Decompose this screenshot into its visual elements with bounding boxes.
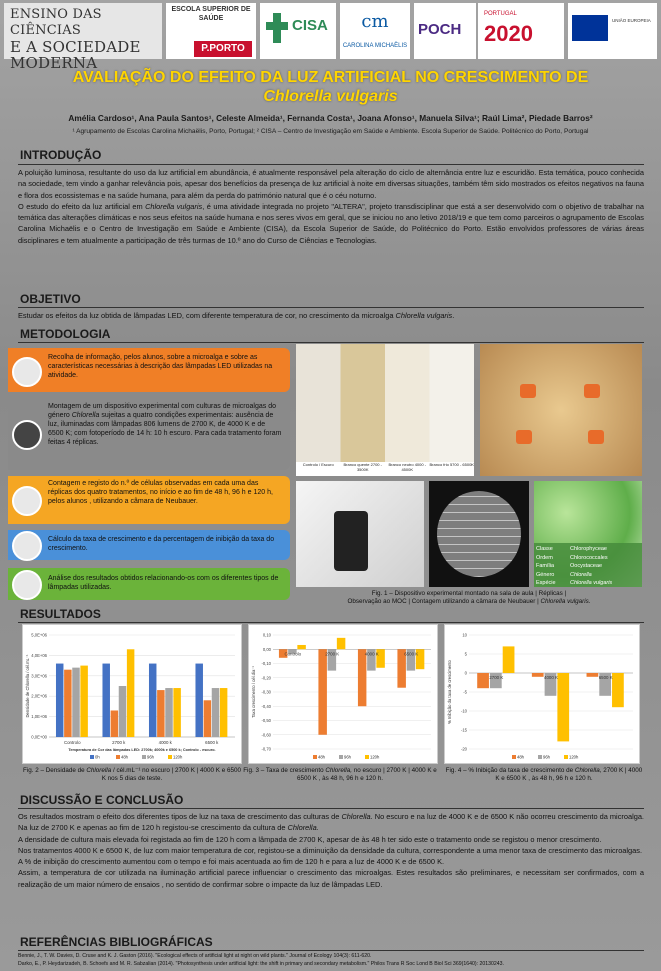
y-tick-label: 5 bbox=[464, 651, 467, 657]
logo-subtext: CAROLINA MICHAËLIS bbox=[342, 43, 408, 49]
caption-line: Fig. 1 – Dispositivo experimental montado na sala de aula | Réplicas | bbox=[371, 590, 567, 597]
text-span: Os resultados mostram o efeito dos diferentes tipos de luz na taxa de crescimento das culturas de bbox=[18, 812, 342, 821]
reference-item: Bennie, J., T. W. Davies, D. Cruse and K. J. Gaston (2016). "Ecological effects of artificial light at night on wild plants." Journal of Ecology 104(3): 611-620. bbox=[18, 953, 372, 959]
y-tick-label: 0 bbox=[464, 670, 467, 676]
text-span: / cél.mL⁻¹ no escuro | 2700 K | 4000 K e 6500 K nos 5 dias de teste. bbox=[101, 767, 242, 782]
taxonomy-rank: Classe bbox=[536, 546, 553, 552]
taxonomy-rank: Ordem bbox=[536, 554, 553, 561]
divider bbox=[18, 307, 644, 308]
taxonomy-row bbox=[536, 545, 640, 554]
fig2-caption bbox=[22, 767, 242, 783]
logo-text: cm bbox=[361, 11, 389, 32]
y-tick-label: 0,10 bbox=[262, 632, 271, 638]
title-line: AVALIAÇÃO DO EFEITO DA LUZ ARTIFICIAL NO CRESCIMENTO DE bbox=[72, 69, 589, 86]
legend-label: 96h bbox=[147, 754, 154, 760]
legend-swatch bbox=[512, 755, 516, 759]
bar bbox=[557, 673, 569, 741]
legend-swatch bbox=[339, 755, 343, 759]
logo-portugal-2020 bbox=[478, 3, 564, 59]
intro-paragraph: A poluição luminosa, resultante do uso da luz artificial em abundância, é atualmente responsável pela alteração do ciclo de alternância entre luz e escuridão. Esta temática, pouco conhecida na sociedade, tem vindo a ganhar relevância pois, apesar dos benefícios da presença de luz artificial à noite em diversas situações, também têm sido mostrados os efeitos negativos na fauna e flora dos ecossistemas e na saúde humana, para além da perda do património natural que é o céu noturno. bbox=[18, 168, 644, 200]
legend-label: 48h bbox=[517, 754, 524, 760]
section-title-resultados: RESULTADOS bbox=[20, 607, 101, 621]
references-list bbox=[18, 952, 644, 968]
flask-icon bbox=[520, 384, 536, 398]
taxonomy-rank: Família bbox=[536, 563, 555, 569]
bar bbox=[477, 673, 489, 688]
text-span: 2700 K | 4000 K e 6500 K , às 48 h, 96 h e 120 h. bbox=[495, 767, 643, 782]
logo-carolina-michaelis bbox=[340, 3, 410, 59]
x-tick-label: 4000 k bbox=[158, 740, 172, 745]
bar bbox=[297, 645, 305, 649]
x-tick-label: 6500 K bbox=[404, 651, 419, 657]
lamp-labels bbox=[296, 462, 474, 476]
method-step-2 bbox=[8, 398, 290, 470]
bar bbox=[165, 688, 172, 737]
discussao-text bbox=[18, 811, 644, 890]
logo-text: POCH bbox=[418, 21, 462, 38]
taxonomy-row bbox=[536, 579, 640, 588]
intro-paragraph bbox=[18, 201, 644, 246]
divider bbox=[18, 622, 644, 623]
affiliation: ¹ Agrupamento de Escolas Carolina Michaëlis, Porto, Portugal; ² CISA – Centro de Investigação em Saúde e Ambiente. Escola Superior de Saúde. Politécnico do Porto, Portugal bbox=[72, 128, 589, 135]
species-name: Chlorella vulgaris bbox=[395, 311, 453, 320]
taxonomy-rank: Espécie bbox=[536, 580, 556, 586]
legend-label: 120h bbox=[569, 754, 579, 760]
fig1-caption bbox=[296, 590, 642, 606]
species-name: Chlorella. bbox=[287, 823, 319, 833]
text-span: Montagem de um dispositivo experimental com culturas de microalgas do género bbox=[48, 403, 276, 419]
intro-text bbox=[18, 167, 644, 246]
microscope-icon bbox=[12, 486, 42, 516]
logo-badge: P.PORTO bbox=[194, 41, 252, 57]
y-tick-label: -20 bbox=[460, 746, 467, 752]
text-span: , é uma atividade integrada no projeto "ALTERA", projeto transdisciplinar que está a ser desenvolvido com o objetivo de trabalhar na temática das alterações climáticas e nos seus efeitos na saúde humana e nos seres vivos em geral, que se iniciou no ano letivo 2018/19 e que tem como parceiros o agrupamento de Escolas Carolina Michaëlis e o Centro de Investigação em Saúde e Ambiente (CISA), da Escola Superior de Saúde, do Politécnico do Porto. Estão envolvidos professores de várias áreas disciplinares e tem atualmente a participação de três turmas de 10.º ano do Curso de Ciências e Tecnologias. bbox=[18, 201, 645, 245]
y-tick-label: 1,0E+06 bbox=[31, 714, 47, 720]
cisa-cross-icon bbox=[266, 13, 288, 43]
divider bbox=[18, 342, 644, 343]
y-tick-label: -0,70 bbox=[261, 746, 271, 752]
bar bbox=[337, 638, 345, 649]
discussao-paragraph: A % de inibição do crescimento aumentou com o tempo e foi mais acentuada ao fim de 120 h e para a luz de 4000 K e de 6500 K. bbox=[18, 857, 445, 867]
legend-label: 48h bbox=[121, 754, 128, 760]
y-tick-label: -10 bbox=[460, 708, 467, 714]
lamp-label: Branco frio 5700 - 6500K bbox=[429, 462, 474, 467]
counting-grid bbox=[437, 491, 521, 577]
legend-label: 48h bbox=[318, 754, 325, 760]
bar bbox=[119, 686, 126, 737]
chart-svg bbox=[445, 625, 639, 763]
title-species: Chlorella vulgaris bbox=[263, 88, 398, 105]
logo-text: E A SOCIEDADE MODERNA bbox=[10, 38, 141, 72]
bar bbox=[195, 664, 202, 737]
text-span: sujeitas a quatro condições experimentais: ausência de luz, iluminadas com lâmpadas 806 lumens de 2700 K, de 4000 K e de 6500 K; com fotoperíodo de 14 h: 10 h escuro. Para cada tratamento foram feitas 4 réplicas. bbox=[48, 412, 282, 446]
bar bbox=[102, 664, 109, 737]
y-tick-label: 2,0E+06 bbox=[31, 693, 47, 699]
section-title-objetivo: OBJETIVO bbox=[20, 292, 81, 306]
caption-line bbox=[296, 598, 642, 606]
method-step-text: Análise dos resultados obtidos relacionando-os com os diferentes tipos de lâmpadas utilizadas. bbox=[48, 575, 279, 591]
text-span: . bbox=[452, 311, 455, 320]
photo-lamp-setup bbox=[296, 344, 474, 476]
bar bbox=[318, 649, 326, 735]
y-tick-label: -0,10 bbox=[261, 661, 271, 666]
microscope-icon bbox=[334, 511, 368, 571]
x-tick-label: 4000 K bbox=[544, 675, 558, 680]
divider bbox=[18, 808, 644, 809]
logo-uniao-europeia bbox=[568, 3, 657, 59]
text-span: no escuro | 2700 K | 4000 K e 6500 K , às 48 h, 96 h e 120 h. bbox=[296, 767, 437, 782]
bar bbox=[56, 664, 63, 737]
magnifier-icon bbox=[12, 357, 42, 387]
reference-item: Darko, E., P. Heydarizadeh, B. Schoefs and M. R. Sabzalian (2014). "Photosynthesis under artificial light: the shift in primary and secondary metabolism." Philos Trans R Soc Lond B Biol Sci 369(1640): 20130243. bbox=[18, 961, 504, 967]
method-step-4 bbox=[8, 530, 290, 560]
photo-microscope bbox=[296, 481, 424, 587]
y-tick-label: 0,00 bbox=[262, 646, 271, 652]
legend-label: 96h bbox=[344, 754, 351, 760]
bar bbox=[80, 666, 87, 737]
taxonomy-value: Chlorococcales bbox=[570, 554, 608, 561]
chart-density bbox=[22, 624, 242, 764]
y-axis-label: % Inibição da taxa de crescimento bbox=[447, 660, 452, 724]
fig4-caption bbox=[444, 767, 644, 783]
legend-swatch bbox=[168, 755, 172, 759]
taxonomy-rank: Género bbox=[536, 571, 555, 578]
flask-icon bbox=[588, 430, 604, 444]
bar bbox=[220, 688, 227, 737]
bar bbox=[157, 690, 164, 737]
bulbs-icon bbox=[12, 420, 42, 450]
calculator-icon bbox=[12, 531, 42, 561]
species-name: Chlorella, bbox=[325, 767, 352, 774]
method-step-text: Contagem e registo do n.º de células observadas em cada uma das réplicas dos quatro tratamentos, no início e ao fim de 48 h, 96 h e 120 h, pelos alunos , utilizando a câmara de Neubauer. bbox=[48, 480, 273, 505]
text-span: O estudo do efeito da luz artificial em bbox=[18, 201, 146, 211]
bar bbox=[111, 710, 118, 737]
chart-growth-rate bbox=[248, 624, 438, 764]
legend-label: 120h bbox=[370, 754, 380, 760]
legend-label: 120h bbox=[173, 754, 183, 760]
y-tick-label: 4,0E+06 bbox=[31, 652, 47, 658]
species-name: Chlorella bbox=[86, 767, 112, 774]
legend-swatch bbox=[365, 755, 369, 759]
fig3-caption bbox=[240, 767, 440, 783]
section-title-metodologia: METODOLOGIA bbox=[20, 327, 111, 341]
bar bbox=[587, 673, 599, 677]
y-tick-label: -0,60 bbox=[261, 732, 271, 738]
logo-text: 2020 bbox=[484, 21, 533, 46]
bar bbox=[532, 673, 544, 677]
y-tick-label: -0,40 bbox=[261, 703, 271, 709]
lamp-label: Branco quente 2700 - 3500K bbox=[343, 462, 382, 472]
species-name: Chlorella vulgaris bbox=[145, 201, 203, 211]
discussao-paragraph: Assim, a temperatura de cor utilizada na iluminação artificial parece influenciar o crescimento das microalgas. Estes resultados são preliminares, e necessitam ser confirmados, com a realização de um maior número de ensaios , no sentido de confirmar sobre o impacte da luz de lâmpadas LED. bbox=[18, 868, 644, 889]
taxonomy-value: Chlorella vulgaris bbox=[570, 580, 613, 586]
authors: Amélia Cardoso¹, Ana Paula Santos¹, Celeste Almeida¹, Fernanda Costa¹, Joana Afonso¹, Manuela Silva¹; Raúl Lima², Piedade Barros² bbox=[68, 113, 593, 123]
logo-text: CISA bbox=[292, 17, 328, 34]
logo-text: ENSINO DAS CIÊNCIAS bbox=[10, 7, 102, 38]
method-step-text: Cálculo da taxa de crescimento e da percentagem de inibição da taxa do crescimento. bbox=[48, 536, 275, 552]
bar bbox=[204, 700, 211, 737]
y-tick-label: 3,0E+06 bbox=[31, 673, 47, 679]
logo-text: UNIÃO EUROPEIA bbox=[612, 18, 651, 23]
logo-ess-pporto bbox=[166, 3, 256, 59]
y-tick-label: -0,20 bbox=[261, 675, 271, 681]
text-span: . bbox=[588, 598, 591, 605]
taxonomy-row bbox=[536, 554, 640, 563]
discussao-paragraph: A densidade de cultura mais elevada foi registada ao fim de 120 h com a lâmpada de 2700 K, apesar de às 48 h ter sido este o tratamento onde se registou o menor crescimento. bbox=[18, 834, 602, 844]
discussao-paragraph bbox=[18, 811, 644, 834]
legend-swatch bbox=[313, 755, 317, 759]
discussao-paragraph: Nos tratamentos 4000 K e 6500 K, de luz com maior temperatura de cor, registou-se a diminuição da densidade da cultura, correspondente a uma menor taxa de crescimento das microalgas. bbox=[18, 845, 643, 855]
method-step-5 bbox=[8, 568, 290, 600]
taxonomy-row bbox=[536, 571, 640, 580]
bar bbox=[72, 668, 79, 737]
x-tick-label: Controlo bbox=[284, 651, 302, 657]
bar bbox=[149, 664, 156, 737]
bar bbox=[64, 670, 71, 737]
x-tick-label: 2700 K bbox=[325, 651, 340, 657]
y-tick-label: 5,0E+06 bbox=[31, 632, 47, 638]
legend-label: 96h bbox=[543, 754, 550, 760]
text-span: No escuro e na luz de 4000 K e de 6500 K não ocorreu crescimento da microalga. Na luz de 2700 K e apenas ao fim de 120 h registou-se crescimento da cultura de bbox=[18, 812, 644, 833]
taxonomy-value: Oocystaceae bbox=[570, 563, 603, 569]
chart-inhibition bbox=[444, 624, 640, 764]
legend-label: 0h bbox=[95, 754, 100, 760]
species-name: Chlorella bbox=[71, 412, 100, 419]
y-axis-label: Taxa crescimento / cél.dia⁻¹ bbox=[251, 666, 256, 718]
taxonomy-value: Chlorophyceae bbox=[570, 546, 607, 552]
taxonomy-table bbox=[534, 543, 642, 587]
x-tick-label: 2700 k bbox=[112, 740, 126, 745]
legend-swatch bbox=[538, 755, 542, 759]
text-span: Fig. 3 – Taxa de crescimento bbox=[243, 767, 326, 774]
x-axis-label: Temperatura de Cor das lâmpadas LED: 2700k; 4000k e 6500 k; Controlo - escuro. bbox=[68, 748, 216, 752]
species-name: Chlorella vulgaris bbox=[540, 598, 589, 605]
text-span: Fig. 4 – % Inibição da taxa de crescimento de bbox=[445, 767, 575, 774]
lamp-label: Controlo / Escuro bbox=[302, 462, 334, 467]
y-tick-label: 0,0E+00 bbox=[31, 734, 47, 740]
species-name: Chlorella, bbox=[574, 767, 602, 774]
bar bbox=[503, 646, 515, 673]
text-span: Observação ao MOC | Contagem utilizando a câmara de Neubauer | bbox=[347, 598, 541, 605]
taxonomy-value: Chlorella bbox=[570, 571, 592, 578]
x-tick-label: 6500 k bbox=[205, 740, 219, 745]
poster-title bbox=[0, 68, 661, 106]
taxonomy-row bbox=[536, 562, 640, 571]
bar bbox=[127, 649, 134, 737]
method-step-text: Recolha de informação, pelos alunos, sobre a microalga e sobre as características necessárias à descrição das lâmpadas LED utilizadas na atividade. bbox=[48, 354, 273, 379]
method-step-3 bbox=[8, 476, 290, 524]
legend-swatch bbox=[142, 755, 146, 759]
bar bbox=[173, 688, 180, 737]
y-tick-label: 10 bbox=[462, 632, 467, 638]
method-step-1 bbox=[8, 348, 290, 392]
bar bbox=[212, 688, 219, 737]
flask-icon bbox=[584, 384, 600, 398]
section-title-intro: INTRODUÇÃO bbox=[20, 148, 102, 162]
bar bbox=[612, 673, 624, 707]
method-step-text bbox=[48, 402, 282, 447]
legend-swatch bbox=[90, 755, 94, 759]
legend-swatch bbox=[116, 755, 120, 759]
y-axis-label: Densidade de Chlorella / cél.mL⁻¹ bbox=[25, 654, 30, 718]
chart-icon bbox=[12, 570, 42, 600]
y-tick-label: -15 bbox=[460, 727, 467, 733]
x-tick-label: 4000 K bbox=[364, 651, 379, 657]
photo-neubauer bbox=[429, 481, 529, 587]
divider bbox=[18, 950, 644, 951]
photo-replicas bbox=[480, 344, 642, 476]
x-tick-label: 6500 K bbox=[598, 675, 613, 680]
y-tick-label: -0,50 bbox=[261, 718, 271, 723]
text-span: Estudar os efeitos da luz obtida de lâmpadas LED, com diferente temperatura de cor, no crescimento da microalga bbox=[18, 311, 396, 320]
legend-swatch bbox=[564, 755, 568, 759]
species-name: Chlorella. bbox=[341, 812, 373, 821]
y-tick-label: -5 bbox=[463, 689, 467, 695]
lamp-label: Branco neutro 4000 - 4500K bbox=[388, 462, 427, 472]
section-title-referencias: REFERÊNCIAS BIBLIOGRÁFICAS bbox=[20, 935, 213, 949]
logo-subtext: PORTUGAL bbox=[484, 11, 517, 17]
eu-flag-icon bbox=[572, 15, 608, 41]
divider bbox=[18, 164, 644, 165]
logo-cisa bbox=[260, 3, 336, 59]
logo-ensino-ciencias bbox=[4, 3, 162, 72]
x-tick-label: 2700 K bbox=[489, 675, 504, 680]
section-title-discussao: DISCUSSÃO E CONCLUSÃO bbox=[20, 793, 184, 807]
y-tick-label: -0,30 bbox=[261, 689, 271, 695]
chart-svg bbox=[23, 625, 241, 763]
x-tick-label: Controlo bbox=[63, 740, 81, 745]
bar bbox=[358, 649, 366, 706]
objetivo-text bbox=[18, 310, 644, 321]
logo-poch bbox=[414, 3, 476, 59]
logo-text: ESCOLA SUPERIOR DE SAÚDE bbox=[171, 6, 251, 22]
flask-icon bbox=[516, 430, 532, 444]
logo-bar bbox=[0, 0, 661, 72]
chart-svg bbox=[249, 625, 437, 763]
text-span: Fig. 2 – Densidade de bbox=[22, 767, 87, 774]
photo-chlorella bbox=[534, 481, 642, 587]
